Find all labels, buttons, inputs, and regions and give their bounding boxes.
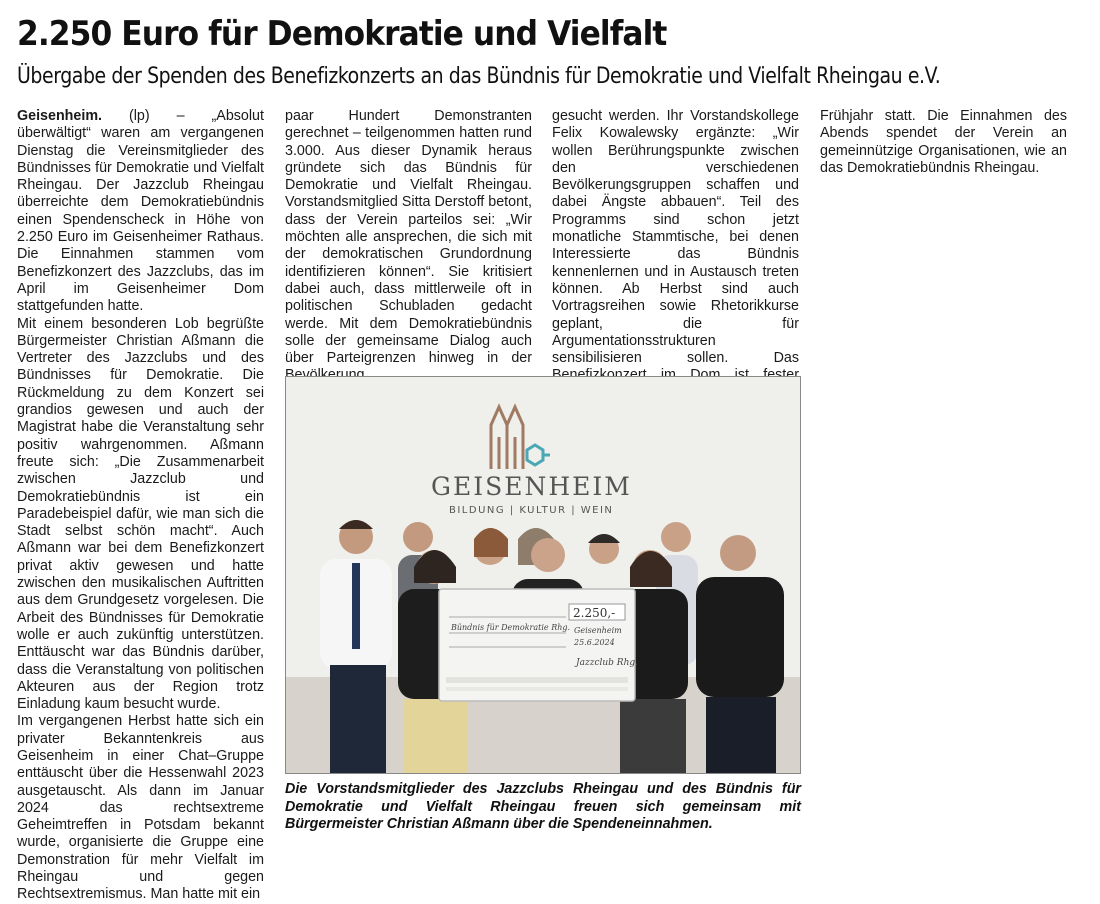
- logo-tagline: BILDUNG | KULTUR | WEIN: [449, 505, 614, 516]
- paragraph: Im vergangenen Herbst hatte sich ein privater Bekanntenkreis aus Geisenheim in einer Chat–Gruppe enttäuscht über die Hessenwahl 2023 ausgetauscht. Als dann im Januar 2024 das rechtsextreme Geheimtreffen in Potsdam bekannt wurde, organisierte die Gruppe eine Demonstration für mehr Vielfalt im Rheingau und gegen Rechtsextremismus. Man hatte mit ein: [17, 713, 264, 903]
- paragraph: Frühjahr statt. Die Einnahmen des Abends spendet der Verein an gemeinnützige Organisationen, wie an das Demokratiebündnis Rheingau.: [820, 108, 1067, 176]
- text-column-3: [552, 108, 799, 419]
- dateline: Geisenheim.: [17, 108, 103, 124]
- paragraph-text: (lp) – „Absolut überwältigt“ waren am vergangenen Dienstag die Vereinsmitglieder des Bündnisses für Demokratie und Vielfalt Rheingau. Der Jazzclub Rheingau überreichte dem Demokratiebündnis einen Spendenscheck in Höhe von 2.250 Euro im Geisenheimer Rathaus. Die Einnahmen stammen vom Benefizkonzert des Jazzclubs, das im April im Geisenheimer Dom stattgefunden hatte.: [17, 108, 264, 315]
- cheque-city: Geisenheim: [574, 626, 622, 635]
- cheque-payee: Bündnis für Demokratie Rhg.: [451, 623, 571, 632]
- subheadline: Übergabe der Spenden des Benefizkonzerts an das Bündnis für Demokratie und Vielfalt Rheingau e.V.: [17, 64, 941, 89]
- donation-cheque: [439, 589, 638, 701]
- paragraph: paar Hundert Demonstranten gerechnet – teilgenommen hatten rund 3.000. Aus dieser Dynamik heraus gründete sich das Bündnis für Demokratie und Vielfalt Rheingau. Vorstandsmitglied Sitta Derstoff betont, dass der Verein parteilos sei: „Wir möchten alle ansprechen, die sich mit der demokratischen Grundordnung identifizieren können“. Sie kritisiert dabei auch, dass mittlerweile oft in politischen Schubladen gedacht werde. Mit dem Demokratiebündnis solle der gemeinsame Dialog auch über Parteigrenzen hinweg in der: [285, 108, 532, 367]
- logo-name: GEISENHEIM: [431, 472, 632, 501]
- headline: 2.250 Euro für Demokratie und Vielfalt: [17, 14, 667, 54]
- paragraph: [17, 108, 264, 316]
- group-photo: [285, 376, 801, 774]
- text-column-4: [820, 108, 1067, 177]
- photo-caption: Die Vorstandsmitglieder des Jazzclubs Rheingau und des Bündnis für Demokratie und Vielfalt Rheingau freuen sich gemeinsam mit Bürgermeister Christian Aßmann über die Spendeneinnahmen.: [285, 781, 801, 832]
- text-column-1: [17, 108, 264, 904]
- cheque-date: 25.6.2024: [574, 638, 615, 647]
- cheque-amount: 2.250,-: [573, 606, 616, 620]
- text-column-2: [285, 108, 532, 385]
- paragraph: Mit einem besonderen Lob begrüßte Bürgermeister Christian Aßmann die Vertreter des Jazzclubs und des Bündnisses für Demokratie. Die Rückmeldung zu dem Konzert sei grandios gewesen und auch der Magistrat habe die Veranstaltung sehr positiv wahrgenommen. Aßmann freute sich: „Die Zusammenarbeit zwischen Jazzclub und Demokratiebündnis ist ein Paradebeispiel dafür, wie man sich die Stadt selbst schön macht“. Auch Aßmann war bei dem Benefizkonzert privat aktiv gewesen und hatte zwischen den musikalischen Auftritten aus dem Grundgesetz vorgelesen. Die Arbeit des Bündnisses für Demokratie wolle er auch zukünftig unterstützen. Enttäuscht war das Bündnis darüber, dass die Veranstaltung von politischen Akteuren aus der Region trotz Einladung kaum besucht wurde.: [17, 315, 264, 713]
- cheque-signature: Jazzclub Rhg.: [576, 658, 638, 668]
- paragraph: gesucht werden. Ihr Vorstandskollege Felix Kowalewsky ergänzte: „Wir wollen Berührungspunkte zwischen den verschiedenen Bevölkerungsgruppen schaffen und dabei Ängste abbauen“. Teil des Programms sind schon jetzt monatliche Stammtische, bei denen Interessierte das Bündnis kennenlernen und in Austausch treten können. Ab Herbst sind auch Vortragsreihen sowie Rhetorikkurse geplant, die für Argumentationsstrukturen sensibilisieren sollen. Das: [552, 108, 799, 367]
